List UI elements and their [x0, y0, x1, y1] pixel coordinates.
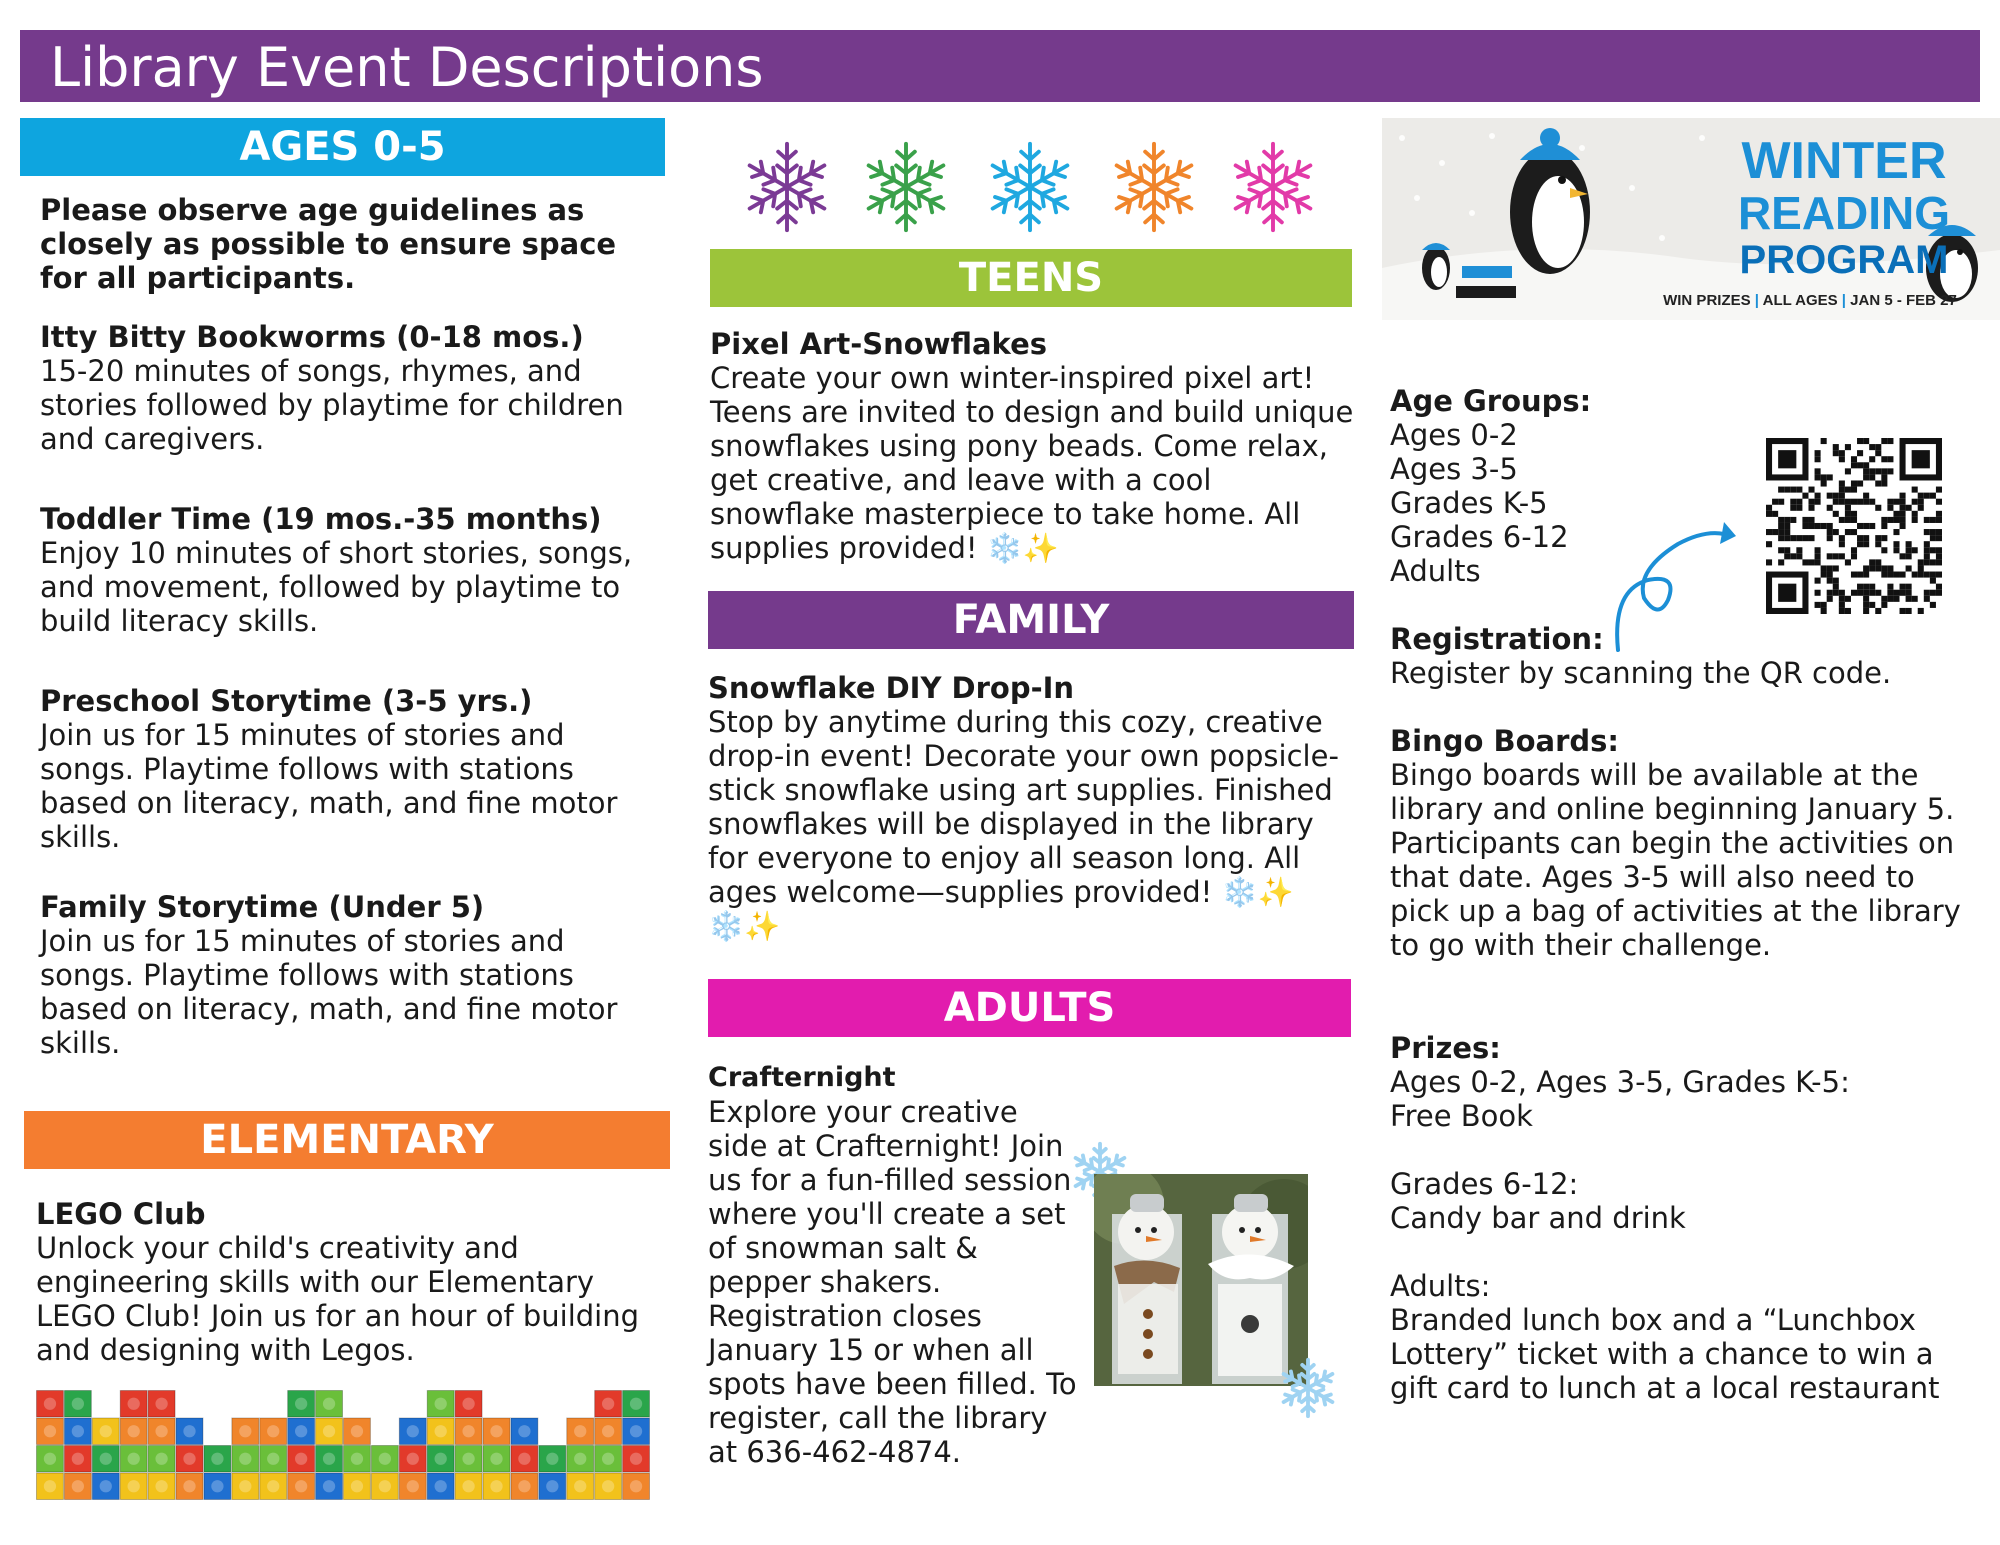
- prize-value: Candy bar and drink: [1390, 1201, 1686, 1235]
- small-snowflake-icon: [1276, 1356, 1340, 1420]
- lego-stud: [44, 1425, 56, 1437]
- lego-stud: [630, 1425, 642, 1437]
- lego-stud: [490, 1480, 502, 1492]
- event-itty-bitty: [40, 320, 660, 456]
- lego-stud: [128, 1453, 140, 1465]
- registration-label: Registration:: [1390, 622, 1604, 656]
- event-desc: Join us for 15 minutes of stories and songs. Playtime follows with stations based on literacy, math, and fine motor skills.: [40, 924, 618, 1060]
- tagline-prizes: WIN PRIZES: [1663, 292, 1751, 309]
- event-desc: Join us for 15 minutes of stories and songs. Playtime follows with stations based on literacy, math, and fine motor skills.: [40, 718, 618, 854]
- snowflake-icon: [981, 132, 1079, 259]
- registration-text: Register by scanning the QR code.: [1390, 656, 1892, 690]
- teens-heading: TEENS: [710, 249, 1352, 307]
- lego-stud: [602, 1425, 614, 1437]
- event-toddler-time: [40, 502, 660, 638]
- event-name: Preschool Storytime (3-5 yrs.): [40, 684, 533, 718]
- event-desc: 15-20 minutes of songs, rhymes, and stories followed by playtime for children and caregivers.: [40, 354, 624, 456]
- lego-stud: [490, 1453, 502, 1465]
- lego-stud: [379, 1480, 391, 1492]
- lego-stud: [295, 1398, 307, 1410]
- lego-stud: [602, 1480, 614, 1492]
- lego-stud: [128, 1425, 140, 1437]
- prizes-section: [1390, 1031, 1970, 1405]
- lego-stud: [128, 1480, 140, 1492]
- lego-stud: [72, 1480, 84, 1492]
- lego-stud: [630, 1480, 642, 1492]
- lego-stud: [407, 1480, 419, 1492]
- snowman-shakers-photo: [1094, 1174, 1308, 1386]
- lego-stud: [183, 1453, 195, 1465]
- event-desc: Explore your creative side at Crafternight! Join us for a fun-filled session where you'll create a set of snowman salt & pepper shakers. Registration closes January 15 or when all spots have been filled. To register, call the library at 636-462-4874.: [708, 1095, 1077, 1469]
- lego-stud: [602, 1453, 614, 1465]
- lego-stud: [183, 1425, 195, 1437]
- lego-stud: [435, 1480, 447, 1492]
- lego-stud: [100, 1453, 112, 1465]
- lego-stud: [630, 1453, 642, 1465]
- lego-stud: [518, 1453, 530, 1465]
- prize-group: Grades 6-12:: [1390, 1167, 1579, 1201]
- lego-stud: [323, 1398, 335, 1410]
- lego-stud: [211, 1453, 223, 1465]
- lego-stud: [351, 1425, 363, 1437]
- age-group-item: Adults: [1390, 554, 1481, 588]
- event-lego-club: [36, 1197, 666, 1367]
- event-desc: Unlock your child's creativity and engineering skills with our Elementary LEGO Club! Join us for an hour of building and designing with Legos.: [36, 1231, 640, 1367]
- lego-stud: [267, 1425, 279, 1437]
- snowflake-icon: [738, 132, 836, 259]
- lego-stud: [183, 1480, 195, 1492]
- page-title: Library Event Descriptions: [50, 36, 764, 99]
- prize-value: Branded lunch box and a “Lunchbox Lottery” ticket with a chance to win a gift card to lunch at a local restaurant: [1390, 1303, 1940, 1405]
- lego-stud: [574, 1480, 586, 1492]
- title-bar: [20, 30, 1980, 102]
- age-groups-label: Age Groups:: [1390, 384, 1592, 418]
- lego-stud: [407, 1453, 419, 1465]
- lego-stud: [295, 1453, 307, 1465]
- bingo-label: Bingo Boards:: [1390, 724, 1619, 758]
- lego-stud: [211, 1480, 223, 1492]
- snowflake-icon: [1105, 132, 1203, 259]
- family-heading: FAMILY: [708, 591, 1354, 649]
- lego-stud: [128, 1398, 140, 1410]
- lego-stud: [546, 1480, 558, 1492]
- snowflake-icon: [857, 132, 955, 259]
- registration-section: [1390, 622, 1970, 690]
- lego-stud: [72, 1453, 84, 1465]
- event-name: Snowflake DIY Drop-In: [708, 671, 1075, 705]
- registration-qr-code[interactable]: [1766, 438, 1942, 614]
- program-title: PROGRAM: [1739, 238, 1949, 282]
- lego-stud: [295, 1425, 307, 1437]
- event-name: Family Storytime (Under 5): [40, 890, 485, 924]
- prizes-label: Prizes:: [1390, 1031, 1501, 1065]
- winter-reading-banner: [1382, 118, 2000, 320]
- winter-title: WINTER: [1741, 132, 1947, 190]
- lego-stud: [490, 1425, 502, 1437]
- lego-stud: [518, 1425, 530, 1437]
- event-desc: Enjoy 10 minutes of short stories, songs, and movement, followed by playtime to build literacy skills.: [40, 536, 633, 638]
- event-name: Toddler Time (19 mos.-35 months): [40, 502, 602, 536]
- snowflake-icon: [1224, 132, 1322, 259]
- lego-stud: [267, 1453, 279, 1465]
- lego-stud: [462, 1398, 474, 1410]
- prize-value: Free Book: [1390, 1099, 1533, 1133]
- lego-stud: [323, 1425, 335, 1437]
- lego-stud: [351, 1480, 363, 1492]
- lego-stud: [72, 1398, 84, 1410]
- prize-group: Adults:: [1390, 1269, 1491, 1303]
- age-group-item: Ages 3-5: [1390, 452, 1518, 486]
- lego-stud: [155, 1398, 167, 1410]
- lego-stud: [435, 1453, 447, 1465]
- adults-heading: ADULTS: [708, 979, 1351, 1037]
- event-name: Pixel Art-Snowflakes: [710, 327, 1047, 361]
- lego-stud: [435, 1425, 447, 1437]
- age-group-item: Ages 0-2: [1390, 418, 1518, 452]
- lego-stud: [100, 1480, 112, 1492]
- lego-stud: [462, 1453, 474, 1465]
- lego-stud: [155, 1480, 167, 1492]
- bingo-text: Bingo boards will be available at the library and online beginning January 5. Participants can begin the activities on that date. Ages 3-5 will also need to pick up a bag of activities at the library to go with their challenge.: [1390, 758, 1961, 962]
- elementary-heading: ELEMENTARY: [24, 1111, 670, 1169]
- event-preschool-storytime: [40, 684, 660, 854]
- lego-stud: [155, 1425, 167, 1437]
- lego-stud: [379, 1453, 391, 1465]
- event-name: LEGO Club: [36, 1197, 206, 1231]
- lego-stud: [100, 1425, 112, 1437]
- lego-stud: [155, 1453, 167, 1465]
- event-family-storytime: [40, 890, 660, 1060]
- lego-stud: [462, 1425, 474, 1437]
- lego-bricks-illustration: [36, 1390, 650, 1500]
- event-pixel-art: [710, 327, 1360, 565]
- event-name: Crafternight: [708, 1062, 896, 1093]
- lego-stud: [351, 1453, 363, 1465]
- lego-stud: [462, 1480, 474, 1492]
- prize-group: Ages 0-2, Ages 3-5, Grades K-5:: [1390, 1065, 1850, 1099]
- lego-stud: [72, 1425, 84, 1437]
- event-desc: Create your own winter-inspired pixel art! Teens are invited to design and build unique snowflakes using pony beads. Come relax, get creative, and leave with a cool snowflake masterpiece to take home. All supplies provided! ❄️✨: [710, 361, 1354, 565]
- age-group-item: Grades 6-12: [1390, 520, 1569, 554]
- lego-stud: [518, 1480, 530, 1492]
- reading-title: READING: [1737, 187, 1951, 239]
- banner-tagline: WIN PRIZES | ALL AGES | JAN 5 - FEB 27: [1663, 292, 1957, 309]
- ages05-note: Please observe age guidelines as closely as possible to ensure space for all participants.: [40, 193, 617, 295]
- lego-stud: [435, 1398, 447, 1410]
- lego-stud: [323, 1480, 335, 1492]
- event-snowflake-diy: [708, 671, 1358, 943]
- lego-stud: [574, 1425, 586, 1437]
- bingo-section: [1390, 724, 1970, 962]
- lego-stud: [44, 1480, 56, 1492]
- event-desc: Stop by anytime during this cozy, creative drop-in event! Decorate your own popsicle-stick snowflake using art supplies. Finished snowflakes will be displayed in the library for everyone to enjoy all season long. All ages welcome—supplies provided! ❄️✨ ❄️✨: [708, 705, 1339, 943]
- lego-stud: [546, 1453, 558, 1465]
- lego-stud: [267, 1480, 279, 1492]
- tagline-dates: JAN 5 - FEB 27: [1850, 292, 1957, 309]
- event-crafternight: [708, 1061, 1080, 1469]
- lego-stud: [44, 1398, 56, 1410]
- lego-stud: [407, 1425, 419, 1437]
- lego-stud: [574, 1453, 586, 1465]
- lego-stud: [602, 1398, 614, 1410]
- lego-stud: [239, 1480, 251, 1492]
- lego-stud: [239, 1425, 251, 1437]
- lego-stud: [239, 1453, 251, 1465]
- ages05-heading: AGES 0-5: [20, 118, 665, 176]
- lego-stud: [44, 1453, 56, 1465]
- age-group-item: Grades K-5: [1390, 486, 1548, 520]
- lego-stud: [323, 1453, 335, 1465]
- lego-stud: [295, 1480, 307, 1492]
- tagline-ages: ALL AGES: [1762, 292, 1838, 309]
- event-name: Itty Bitty Bookworms (0-18 mos.): [40, 320, 584, 354]
- lego-stud: [630, 1398, 642, 1410]
